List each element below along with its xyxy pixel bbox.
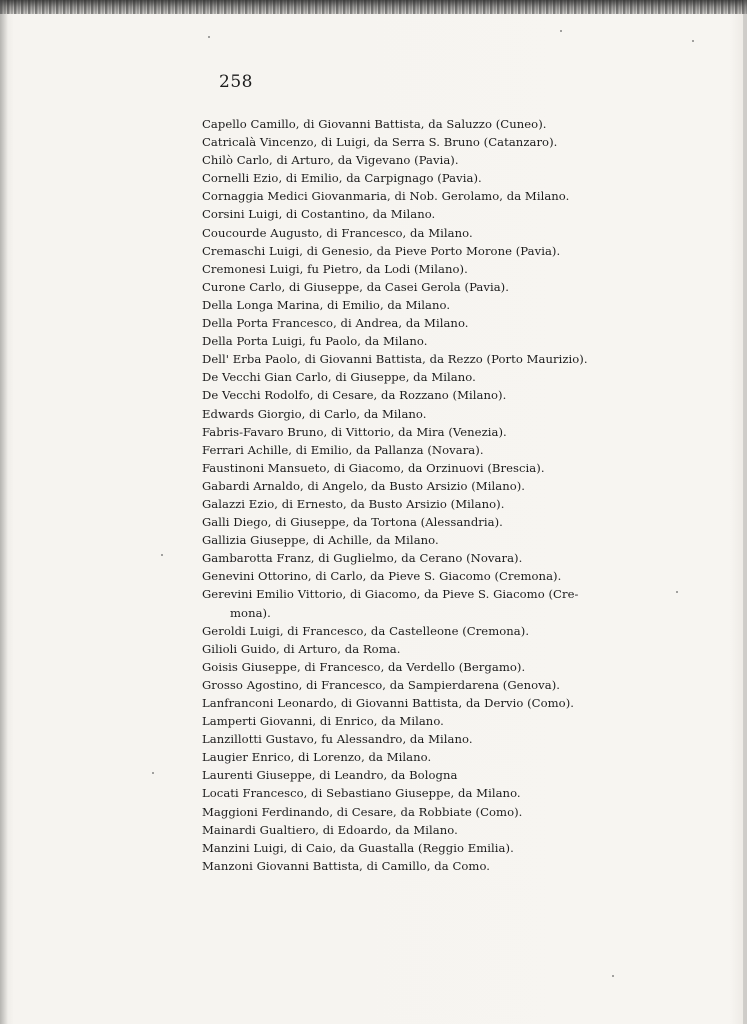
list-item: Geroldi Luigi, di Francesco, da Castelleone (Cremona). [202, 623, 530, 638]
list-item: Goisis Giuseppe, di Francesco, da Verdello (Bergamo). [202, 659, 526, 674]
list-item: Della Longa Marina, di Emilio, da Milano. [202, 297, 451, 312]
list-item: Manzoni Giovanni Battista, di Camillo, da Como. [202, 858, 491, 873]
list-item: Cremaschi Luigi, di Genesio, da Pieve Porto Morone (Pavia). [202, 243, 561, 258]
scan-speck [208, 36, 210, 38]
list-item: Locati Francesco, di Sebastiano Giuseppe, da Milano. [202, 786, 521, 801]
list-item: Edwards Giorgio, di Carlo, da Milano. [202, 406, 427, 421]
list-item: Coucourde Augusto, di Francesco, da Milano. [202, 225, 473, 240]
list-item: Lanzillotti Gustavo, fu Alessandro, da Milano. [202, 732, 473, 747]
page-number: 258 [219, 72, 253, 92]
list-item: Chilò Carlo, di Arturo, da Vigevano (Pavia). [202, 153, 459, 168]
list-item: De Vecchi Rodolfo, di Cesare, da Rozzano (Milano). [202, 388, 507, 403]
list-item: Corsini Luigi, di Costantino, da Milano. [202, 207, 436, 222]
list-item: Della Porta Francesco, di Andrea, da Milano. [202, 316, 469, 331]
scan-right-edge [743, 0, 747, 1024]
scan-speck [612, 975, 614, 977]
list-item: Ferrari Achille, di Emilio, da Pallanza (Novara). [202, 442, 484, 457]
list-item: Maggioni Ferdinando, di Cesare, da Robbiate (Como). [202, 804, 523, 819]
list-item: Grosso Agostino, di Francesco, da Sampierdarena (Genova). [202, 677, 560, 692]
list-item: Gilioli Guido, di Arturo, da Roma. [202, 641, 401, 656]
list-item: Gerevini Emilio Vittorio, di Giacomo, da Pieve S. Giacomo (Cre- [202, 587, 579, 602]
scan-left-edge [0, 0, 8, 1024]
list-item: Galli Diego, di Giuseppe, da Tortona (Alessandria). [202, 515, 503, 530]
scan-speck [560, 30, 562, 32]
list-item: Manzini Luigi, di Caio, da Guastalla (Reggio Emilia). [202, 840, 514, 855]
list-item: Cornaggia Medici Giovanmaria, di Nob. Gerolamo, da Milano. [202, 189, 570, 204]
list-item: Laurenti Giuseppe, di Leandro, da Bologna [202, 768, 458, 783]
list-item: Gabardi Arnaldo, di Angelo, da Busto Arsizio (Milano). [202, 478, 526, 493]
scan-speck [161, 554, 163, 556]
list-item: Laugier Enrico, di Lorenzo, da Milano. [202, 750, 432, 765]
list-item: Galazzi Ezio, di Ernesto, da Busto Arsizio (Milano). [202, 496, 505, 511]
list-item: Lanfranconi Leonardo, di Giovanni Battista, da Dervio (Como). [202, 696, 575, 710]
scan-top-edge [0, 0, 747, 14]
list-item: Curone Carlo, di Giuseppe, da Casei Gerola (Pavia). [202, 279, 509, 294]
list-item: Fabris-Favaro Bruno, di Vittorio, da Mira (Venezia). [202, 424, 507, 439]
list-item: Cremonesi Luigi, fu Pietro, da Lodi (Milano). [202, 261, 468, 276]
list-item: Dell' Erba Paolo, di Giovanni Battista, da Rezzo (Porto Maurizio). [202, 352, 588, 367]
scan-speck [152, 772, 154, 774]
list-item: Capello Camillo, di Giovanni Battista, da Saluzzo (Cuneo). [202, 117, 547, 131]
list-item-continuation: mona). [230, 605, 271, 620]
scan-speck [676, 591, 678, 593]
list-item: Catricalà Vincenzo, di Luigi, da Serra S. Bruno (Catanzaro). [202, 135, 558, 150]
list-item: De Vecchi Gian Carlo, di Giuseppe, da Milano. [202, 370, 476, 385]
name-list [202, 115, 652, 875]
list-item: Mainardi Gualtiero, di Edoardo, da Milano. [202, 822, 458, 837]
list-item: Gallizia Giuseppe, di Achille, da Milano. [202, 533, 439, 548]
list-item: Lamperti Giovanni, di Enrico, da Milano. [202, 714, 444, 729]
list-item: Gambarotta Franz, di Guglielmo, da Cerano (Novara). [202, 551, 523, 566]
list-item: Faustinoni Mansueto, di Giacomo, da Orzinuovi (Brescia). [202, 460, 545, 475]
scan-speck [692, 40, 694, 42]
list-item: Della Porta Luigi, fu Paolo, da Milano. [202, 334, 428, 349]
list-item: Genevini Ottorino, di Carlo, da Pieve S. Giacomo (Cremona). [202, 569, 562, 584]
list-item: Cornelli Ezio, di Emilio, da Carpignago (Pavia). [202, 171, 482, 186]
